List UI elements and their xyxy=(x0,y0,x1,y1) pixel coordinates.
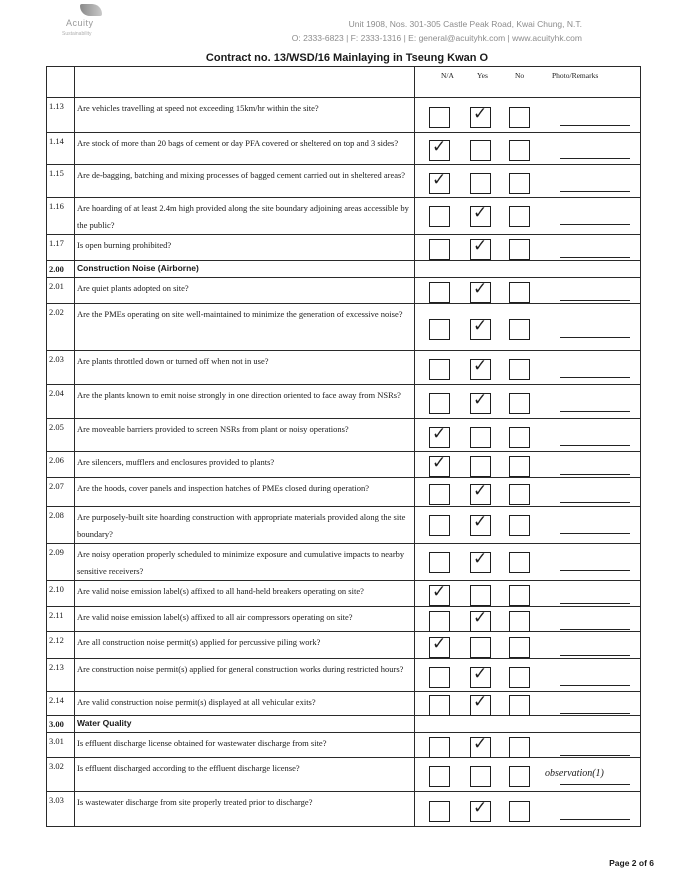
checkbox-na[interactable] xyxy=(429,282,450,303)
question-cell xyxy=(75,385,415,419)
tick-mark-icon: ✓ xyxy=(432,634,447,654)
remarks-line[interactable] xyxy=(560,533,630,534)
question-text: Are the plants known to emit noise strongly in one direction oriented to face away from NSRs? xyxy=(77,390,401,400)
question-cell xyxy=(75,507,415,544)
item-number: 2.14 xyxy=(49,695,64,705)
question-cell xyxy=(75,278,415,304)
item-number: 2.13 xyxy=(49,662,64,672)
remarks-line[interactable] xyxy=(560,445,630,446)
section-title: Construction Noise (Airborne) xyxy=(77,263,199,273)
checkbox-na[interactable] xyxy=(429,515,450,536)
checkbox-na[interactable] xyxy=(429,484,450,505)
checkbox-yes[interactable] xyxy=(470,203,491,227)
logo-tagline: Sustainability xyxy=(62,31,92,37)
remarks-line[interactable] xyxy=(560,257,630,258)
answer-cell xyxy=(415,351,641,385)
item-number: 2.12 xyxy=(49,635,64,645)
remark-text: observation(1) xyxy=(545,768,604,779)
tick-mark-icon: ✓ xyxy=(473,512,488,532)
item-number-cell xyxy=(47,261,75,278)
item-number-cell xyxy=(47,165,75,198)
answer-cell xyxy=(415,98,641,133)
question-cell xyxy=(75,452,415,478)
table-row xyxy=(47,544,641,581)
checkbox-yes[interactable] xyxy=(470,798,491,822)
answer-cell xyxy=(415,198,641,235)
checkbox-no[interactable] xyxy=(509,515,530,536)
question-cell xyxy=(75,758,415,792)
checkbox-yes[interactable] xyxy=(470,637,491,658)
item-number-cell xyxy=(47,278,75,304)
logo-name: Acuity xyxy=(66,18,94,28)
table-row xyxy=(47,792,641,827)
tick-mark-icon: ✓ xyxy=(473,356,488,376)
remarks-line[interactable] xyxy=(560,819,630,820)
checkbox-yes[interactable] xyxy=(470,766,491,787)
company-address xyxy=(292,17,582,45)
remarks-line[interactable] xyxy=(560,685,630,686)
tick-mark-icon: ✓ xyxy=(473,692,488,712)
answer-cell xyxy=(415,304,641,351)
question-text: Is open burning prohibited? xyxy=(77,240,172,250)
remarks-line[interactable] xyxy=(560,603,630,604)
answer-cell xyxy=(415,419,641,452)
item-number-cell xyxy=(47,419,75,452)
remarks-line[interactable] xyxy=(560,224,630,225)
question-text: Are noisy operation properly scheduled to minimize exposure and cumulative impacts to nearby sensitive receivers? xyxy=(77,549,405,576)
checkbox-yes[interactable] xyxy=(470,140,491,161)
item-number-cell xyxy=(47,304,75,351)
tick-mark-icon: ✓ xyxy=(432,137,447,157)
section-row xyxy=(47,716,641,733)
checkbox-no[interactable] xyxy=(509,667,530,688)
header-num-cell xyxy=(47,67,75,98)
remarks-line[interactable] xyxy=(560,784,630,785)
checkbox-no[interactable] xyxy=(509,737,530,758)
answer-cell xyxy=(415,507,641,544)
checkbox-na[interactable] xyxy=(429,239,450,260)
tick-mark-icon: ✓ xyxy=(473,481,488,501)
item-number: 2.02 xyxy=(49,307,64,317)
question-text: Are valid noise emission label(s) affixed to all hand-held breakers operating on site? xyxy=(77,586,364,596)
question-text: Are the hoods, cover panels and inspection hatches of PMEs closed during operation? xyxy=(77,483,369,493)
checkbox-no[interactable] xyxy=(509,206,530,227)
table-row xyxy=(47,198,641,235)
checkbox-na[interactable] xyxy=(429,319,450,340)
answer-cell xyxy=(415,278,641,304)
checkbox-no[interactable] xyxy=(509,611,530,632)
checkbox-yes[interactable] xyxy=(470,481,491,505)
question-cell xyxy=(75,304,415,351)
checkbox-na[interactable] xyxy=(429,359,450,380)
question-cell xyxy=(75,733,415,758)
checkbox-no[interactable] xyxy=(509,359,530,380)
checkbox-na[interactable] xyxy=(429,206,450,227)
answer-cell xyxy=(415,607,641,632)
question-text: Is effluent discharge license obtained for wastewater discharge from site? xyxy=(77,738,327,748)
table-row xyxy=(47,98,641,133)
item-number: 2.04 xyxy=(49,388,64,398)
remarks-line[interactable] xyxy=(560,474,630,475)
question-cell xyxy=(75,351,415,385)
table-row xyxy=(47,692,641,716)
remarks-line[interactable] xyxy=(560,158,630,159)
tick-mark-icon: ✓ xyxy=(432,424,447,444)
tick-mark-icon: ✓ xyxy=(432,582,447,602)
question-cell xyxy=(75,792,415,827)
question-text: Are vehicles travelling at speed not exceeding 15km/hr within the site? xyxy=(77,103,319,113)
item-number-cell xyxy=(47,452,75,478)
question-cell xyxy=(75,235,415,261)
checkbox-no[interactable] xyxy=(509,282,530,303)
checkbox-no[interactable] xyxy=(509,552,530,573)
checklist-table xyxy=(46,66,641,827)
checkbox-na[interactable] xyxy=(429,582,450,606)
answer-cell xyxy=(415,452,641,478)
question-cell xyxy=(75,165,415,198)
item-number-cell xyxy=(47,385,75,419)
header-question-cell xyxy=(75,67,415,98)
question-cell xyxy=(75,198,415,235)
page-title: Contract no. 13/WSD/16 Mainlaying in Tseung Kwan O xyxy=(205,52,489,64)
item-number-cell xyxy=(47,733,75,758)
answer-cell xyxy=(415,692,641,716)
company-logo xyxy=(58,4,118,44)
tick-mark-icon: ✓ xyxy=(473,608,488,628)
answer-cell xyxy=(415,716,641,733)
item-number-cell xyxy=(47,792,75,827)
table-row xyxy=(47,632,641,659)
section-title: Water Quality xyxy=(77,718,132,728)
question-text: Are silencers, mufflers and enclosures provided to plants? xyxy=(77,457,275,467)
item-number-cell xyxy=(47,544,75,581)
remarks-line[interactable] xyxy=(560,655,630,656)
item-number: 3.02 xyxy=(49,761,64,771)
tick-mark-icon: ✓ xyxy=(473,664,488,684)
table-row xyxy=(47,235,641,261)
tick-mark-icon: ✓ xyxy=(473,104,488,124)
checkbox-na[interactable] xyxy=(429,393,450,414)
answer-cell xyxy=(415,733,641,758)
item-number: 2.03 xyxy=(49,354,64,364)
question-cell xyxy=(75,581,415,607)
question-text: Are valid noise emission label(s) affixed to all air compressors operating on site? xyxy=(77,612,353,622)
checkbox-yes[interactable] xyxy=(470,236,491,260)
checkbox-yes[interactable] xyxy=(470,356,491,380)
section-row xyxy=(47,261,641,278)
checkbox-na[interactable] xyxy=(429,107,450,128)
question-cell xyxy=(75,419,415,452)
item-number: 2.11 xyxy=(49,610,64,620)
page-number: Page 2 of 6 xyxy=(609,858,654,868)
answer-cell xyxy=(415,632,641,659)
checkbox-yes[interactable] xyxy=(470,692,491,716)
question-cell xyxy=(75,716,415,733)
answer-cell xyxy=(415,165,641,198)
remarks-line[interactable] xyxy=(560,191,630,192)
checkbox-na[interactable] xyxy=(429,424,450,448)
question-cell xyxy=(75,544,415,581)
remarks-line[interactable] xyxy=(560,755,630,756)
item-number-cell xyxy=(47,198,75,235)
question-text: Are all construction noise permit(s) applied for percussive piling work? xyxy=(77,637,321,647)
question-text: Are de-bagging, batching and mixing processes of bagged cement carried out in sheltered areas? xyxy=(77,170,406,180)
item-number: 1.13 xyxy=(49,101,64,111)
item-number-cell xyxy=(47,581,75,607)
question-cell xyxy=(75,98,415,133)
checkbox-no[interactable] xyxy=(509,140,530,161)
item-number: 2.08 xyxy=(49,510,64,520)
item-number-cell xyxy=(47,351,75,385)
table-row xyxy=(47,419,641,452)
question-cell xyxy=(75,261,415,278)
remarks-line[interactable] xyxy=(560,713,630,714)
checkbox-no[interactable] xyxy=(509,801,530,822)
answer-cell xyxy=(415,235,641,261)
checkbox-na[interactable] xyxy=(429,611,450,632)
checkbox-na[interactable] xyxy=(429,766,450,787)
item-number: 1.14 xyxy=(49,136,64,146)
header-answer-cell xyxy=(415,67,641,98)
checkbox-yes[interactable] xyxy=(470,427,491,448)
checkbox-no[interactable] xyxy=(509,173,530,194)
logo-mark-icon xyxy=(80,4,102,16)
checkbox-na[interactable] xyxy=(429,667,450,688)
remarks-line[interactable] xyxy=(560,300,630,301)
checkbox-yes[interactable] xyxy=(470,104,491,128)
item-number: 2.07 xyxy=(49,481,64,491)
address-line-2: O: 2333-6823 | F: 2333-1316 | E: general@acuityhk.com | www.acuityhk.com xyxy=(291,33,582,43)
question-text: Are stock of more than 20 bags of cement or day PFA covered or sheltered on top and 3 sides? xyxy=(77,138,399,148)
tick-mark-icon: ✓ xyxy=(473,734,488,754)
remarks-line[interactable] xyxy=(560,411,630,412)
question-text: Are valid construction noise permit(s) displayed at all vehicular exits? xyxy=(77,697,316,707)
col-header-no: No xyxy=(515,71,525,80)
checkbox-yes[interactable] xyxy=(470,734,491,758)
checkbox-na[interactable] xyxy=(429,552,450,573)
checkbox-no[interactable] xyxy=(509,393,530,414)
question-cell xyxy=(75,607,415,632)
tick-mark-icon: ✓ xyxy=(473,390,488,410)
tick-mark-icon: ✓ xyxy=(473,236,488,256)
question-cell xyxy=(75,478,415,507)
table-row xyxy=(47,133,641,165)
tick-mark-icon: ✓ xyxy=(473,798,488,818)
remarks-line[interactable] xyxy=(560,570,630,571)
tick-mark-icon: ✓ xyxy=(473,549,488,569)
checkbox-yes[interactable] xyxy=(470,664,491,688)
item-number: 3.03 xyxy=(49,795,64,805)
tick-mark-icon: ✓ xyxy=(432,453,447,473)
checkbox-no[interactable] xyxy=(509,637,530,658)
answer-cell xyxy=(415,478,641,507)
question-text: Are plants throttled down or turned off when not in use? xyxy=(77,356,269,366)
item-number: 2.09 xyxy=(49,547,64,557)
item-number: 1.15 xyxy=(49,168,64,178)
table-row xyxy=(47,351,641,385)
remarks-line[interactable] xyxy=(560,125,630,126)
answer-cell xyxy=(415,792,641,827)
col-header-yes: Yes xyxy=(477,71,488,80)
answer-cell xyxy=(415,758,641,792)
checkbox-no[interactable] xyxy=(509,484,530,505)
question-text: Are purposely-built site hoarding construction with appropriate materials provided along the site boundary? xyxy=(77,512,406,539)
item-number: 2.10 xyxy=(49,584,64,594)
item-number-cell xyxy=(47,692,75,716)
item-number: 2.01 xyxy=(49,281,64,291)
item-number-cell xyxy=(47,632,75,659)
item-number-cell xyxy=(47,716,75,733)
checkbox-na[interactable] xyxy=(429,137,450,161)
checkbox-yes[interactable] xyxy=(470,173,491,194)
remarks-line[interactable] xyxy=(560,502,630,503)
question-text: Are hoarding of at least 2.4m high provided along the site boundary adjoining areas accessible by the public? xyxy=(77,203,409,230)
table-row xyxy=(47,607,641,632)
item-number: 2.00 xyxy=(49,264,64,274)
question-text: Is wastewater discharge from site properly treated prior to discharge? xyxy=(77,797,313,807)
table-row xyxy=(47,507,641,544)
table-row xyxy=(47,385,641,419)
checkbox-na[interactable] xyxy=(429,801,450,822)
question-text: Is effluent discharged according to the effluent discharge license? xyxy=(77,763,300,773)
checkbox-no[interactable] xyxy=(509,427,530,448)
checkbox-no[interactable] xyxy=(509,456,530,477)
address-line-1: Unit 1908, Nos. 301-305 Castle Peak Road, Kwai Chung, N.T. xyxy=(348,19,582,29)
item-number: 1.17 xyxy=(49,238,64,248)
checkbox-yes[interactable] xyxy=(470,279,491,303)
table-row xyxy=(47,304,641,351)
checkbox-no[interactable] xyxy=(509,766,530,787)
checkbox-no[interactable] xyxy=(509,239,530,260)
item-number: 3.01 xyxy=(49,736,64,746)
item-number-cell xyxy=(47,758,75,792)
checkbox-na[interactable] xyxy=(429,737,450,758)
checkbox-no[interactable] xyxy=(509,695,530,716)
item-number-cell xyxy=(47,98,75,133)
item-number-cell xyxy=(47,659,75,692)
checkbox-na[interactable] xyxy=(429,695,450,716)
checkbox-yes[interactable] xyxy=(470,585,491,606)
answer-cell xyxy=(415,544,641,581)
tick-mark-icon: ✓ xyxy=(473,316,488,336)
item-number-cell xyxy=(47,607,75,632)
item-number-cell xyxy=(47,133,75,165)
answer-cell xyxy=(415,385,641,419)
table-row xyxy=(47,733,641,758)
checkbox-na[interactable] xyxy=(429,634,450,658)
table-row xyxy=(47,452,641,478)
item-number-cell xyxy=(47,478,75,507)
answer-cell xyxy=(415,581,641,607)
item-number: 2.06 xyxy=(49,455,64,465)
remarks-line[interactable] xyxy=(560,629,630,630)
remarks-line[interactable] xyxy=(560,337,630,338)
table-header-row xyxy=(47,67,641,98)
question-cell xyxy=(75,692,415,716)
checkbox-na[interactable] xyxy=(429,453,450,477)
question-text: Are quiet plants adopted on site? xyxy=(77,283,189,293)
table-row xyxy=(47,581,641,607)
question-cell xyxy=(75,632,415,659)
question-cell xyxy=(75,659,415,692)
col-header-remarks: Photo/Remarks xyxy=(552,71,599,80)
item-number-cell xyxy=(47,235,75,261)
remarks-line[interactable] xyxy=(560,377,630,378)
checkbox-yes[interactable] xyxy=(470,316,491,340)
table-row xyxy=(47,758,641,792)
checkbox-no[interactable] xyxy=(509,107,530,128)
checkbox-no[interactable] xyxy=(509,585,530,606)
table-row xyxy=(47,278,641,304)
checkbox-yes[interactable] xyxy=(470,608,491,632)
item-number: 1.16 xyxy=(49,201,64,211)
question-text: Are construction noise permit(s) applied for general construction works during restricted hours? xyxy=(77,664,404,674)
table-row xyxy=(47,165,641,198)
table-row xyxy=(47,478,641,507)
question-cell xyxy=(75,133,415,165)
answer-cell xyxy=(415,659,641,692)
tick-mark-icon: ✓ xyxy=(432,170,447,190)
checkbox-na[interactable] xyxy=(429,170,450,194)
tick-mark-icon: ✓ xyxy=(473,279,488,299)
checkbox-yes[interactable] xyxy=(470,456,491,477)
item-number-cell xyxy=(47,507,75,544)
col-header-na: N/A xyxy=(441,71,454,80)
checkbox-yes[interactable] xyxy=(470,512,491,536)
tick-mark-icon: ✓ xyxy=(473,203,488,223)
item-number: 2.05 xyxy=(49,422,64,432)
question-text: Are moveable barriers provided to screen NSRs from plant or noisy operations? xyxy=(77,424,349,434)
item-number: 3.00 xyxy=(49,719,64,729)
answer-cell xyxy=(415,133,641,165)
question-text: Are the PMEs operating on site well-maintained to minimize the generation of excessive noise? xyxy=(77,309,403,319)
checkbox-yes[interactable] xyxy=(470,549,491,573)
checkbox-yes[interactable] xyxy=(470,390,491,414)
checkbox-no[interactable] xyxy=(509,319,530,340)
table-row xyxy=(47,659,641,692)
answer-cell xyxy=(415,261,641,278)
